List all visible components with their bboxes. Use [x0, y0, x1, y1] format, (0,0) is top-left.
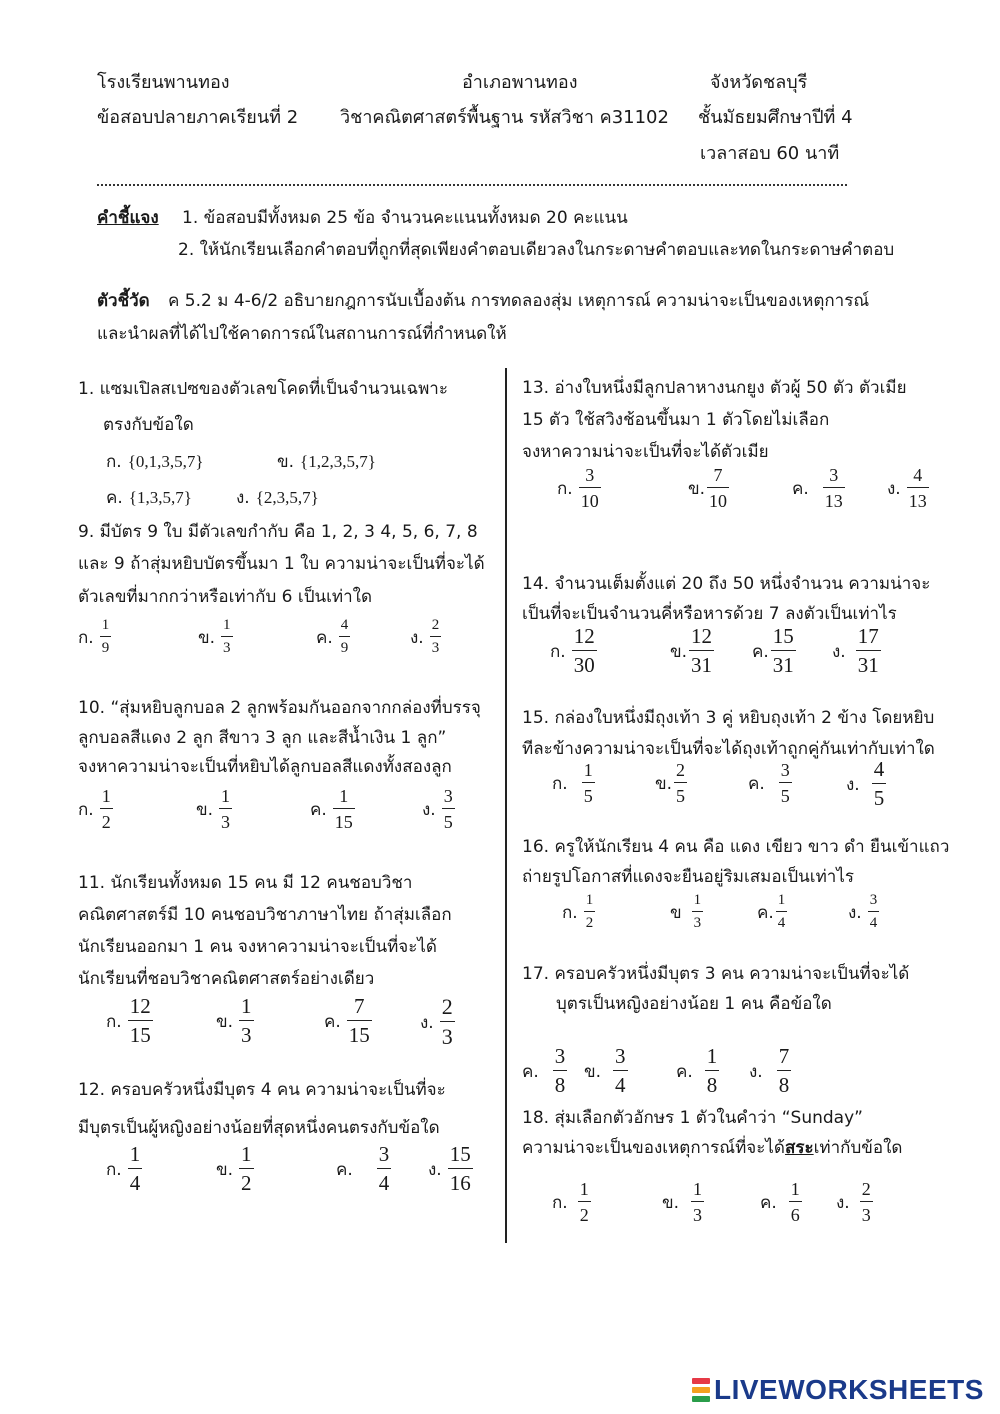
q12-text-1: 12. ครอบครัวหนึ่งมีบุตร 4 คน ความน่าจะเป็นที่จะ — [78, 1080, 446, 1100]
q13-label-b: ข. — [688, 478, 706, 499]
q11-c-den: 15 — [347, 1020, 372, 1046]
q13-fraction-d — [907, 466, 929, 510]
q10-d-den: 5 — [442, 808, 455, 831]
q10-option-c[interactable] — [310, 787, 355, 831]
q16-option-b[interactable] — [670, 893, 703, 931]
q13-text-2: 15 ตัว ใช้สวิงช้อนขึ้นมา 1 ตัวโดยไม่เลือก — [522, 410, 830, 430]
column-divider — [505, 368, 507, 1243]
q13-label-a: ก. — [557, 478, 573, 499]
liveworksheets-logo[interactable] — [692, 1374, 984, 1406]
liveworksheets-brand: LIVEWORKSHEETS — [714, 1374, 984, 1405]
q17-a-den: 8 — [553, 1070, 568, 1096]
q16-d-num: 3 — [869, 892, 878, 908]
q12-b-num: 1 — [241, 1142, 252, 1166]
q18-option-b[interactable] — [662, 1180, 704, 1224]
q13-d-num: 4 — [913, 465, 923, 485]
q16-c-den: 4 — [776, 911, 788, 931]
q18-option-c[interactable] — [760, 1180, 802, 1224]
q13-text-1: 13. อ่างใบหนึ่งมีลูกปลาหางนกยูง ตัวผู้ 50 ตัว ตัวเมีย — [522, 378, 907, 398]
q9-label-c: ค. — [316, 627, 333, 648]
q18-fraction-d — [860, 1180, 873, 1224]
q1-label-c: ค. — [106, 488, 123, 508]
q9-text-2: และ 9 ถ้าสุ่มหยิบบัตรขึ้นมา 1 ใบ ความน่าจะเป็นที่จะได้ — [78, 554, 485, 574]
logo-bar-2 — [692, 1387, 710, 1393]
q16-fraction-d — [868, 893, 880, 931]
q10-a-num: 1 — [101, 786, 111, 806]
q17-b-num: 3 — [615, 1044, 626, 1068]
q11-d-den: 3 — [440, 1021, 455, 1048]
q15-label-a: ก. — [552, 773, 568, 794]
q14-fraction-b — [689, 626, 714, 676]
q14-b-num: 12 — [691, 624, 713, 648]
q18-fraction-c — [789, 1180, 802, 1224]
q15-b-num: 2 — [676, 760, 686, 780]
q15-d-den: 5 — [872, 783, 887, 809]
q15-c-den: 5 — [779, 782, 792, 805]
q13-text-3: จงหาความน่าจะเป็นที่จะได้ตัวเมีย — [522, 442, 769, 462]
q17-d-den: 8 — [777, 1070, 792, 1096]
q11-fraction-a — [128, 996, 153, 1046]
q11-option-c[interactable] — [324, 996, 372, 1046]
q9-label-b: ข. — [198, 627, 216, 648]
q18-text-2-post: เท่ากับข้อใด — [813, 1138, 903, 1158]
q9-fraction-a — [100, 618, 112, 656]
q15-label-b: ข. — [655, 773, 673, 794]
q14-d-den: 31 — [856, 650, 881, 676]
q15-text-1: 15. กล่องใบหนึ่งมีถุงเท้า 3 คู่ หยิบถุงเท้า 2 ข้าง โดยหยิบ — [522, 708, 935, 728]
q14-option-d[interactable] — [832, 626, 881, 676]
q12-label-c: ค. — [336, 1159, 353, 1180]
q9-label-a: ก. — [78, 627, 94, 648]
q14-label-b: ข. — [670, 641, 688, 662]
district-name: อำเภอพานทอง — [462, 72, 578, 93]
q9-d-den: 3 — [430, 636, 442, 656]
q17-a-num: 3 — [554, 1044, 566, 1068]
q1-label-d: ง. — [236, 488, 250, 508]
q16-a-den: 2 — [584, 911, 596, 931]
q9-option-b[interactable] — [198, 618, 233, 656]
q16-option-a[interactable] — [562, 893, 595, 931]
indicator-line-2: และนำผลที่ได้ไปใช้คาดการณ์ในสถานการณ์ที่กำหนดให้ — [97, 324, 507, 344]
q11-fraction-d — [440, 996, 455, 1048]
q15-label-c: ค. — [748, 773, 765, 794]
q1-text-1: 1. แซมเปิลสเปซของตัวเลขโคดที่เป็นจำนวนเฉพาะ — [78, 379, 448, 399]
q18-a-den: 2 — [578, 1201, 591, 1224]
q11-label-a: ก. — [106, 1011, 122, 1032]
indicator-label: ตัวชี้วัด — [97, 291, 150, 311]
q9-option-c[interactable] — [316, 618, 350, 656]
q9-option-d[interactable] — [410, 618, 441, 656]
q10-fraction-d — [442, 787, 455, 831]
q10-b-num: 1 — [221, 786, 231, 806]
school-name: โรงเรียนพานทอง — [97, 72, 230, 93]
q17-label-a: ค. — [522, 1061, 539, 1082]
q10-fraction-a — [100, 787, 113, 831]
q9-fraction-d — [430, 618, 442, 656]
exam-time: เวลาสอบ 60 นาที — [700, 143, 840, 164]
q16-option-d[interactable] — [848, 893, 879, 931]
q12-c-num: 3 — [378, 1142, 390, 1166]
q11-c-num: 7 — [354, 994, 365, 1018]
q15-b-den: 5 — [674, 782, 687, 805]
q18-label-b: ข. — [662, 1192, 680, 1213]
q15-a-num: 1 — [583, 760, 593, 780]
q16-label-c: ค. — [757, 902, 774, 923]
q11-option-b[interactable] — [216, 996, 254, 1046]
q1-value-a: {0,1,3,5,7} — [127, 451, 204, 471]
q15-label-d: ง. — [846, 774, 860, 795]
q10-c-num: 1 — [339, 786, 349, 806]
q12-fraction-a — [128, 1144, 143, 1194]
exam-title: ข้อสอบปลายภาคเรียนที่ 2 — [97, 107, 299, 128]
q1-option-b[interactable] — [277, 448, 376, 475]
q17-fraction-c — [705, 1046, 720, 1096]
q18-option-d[interactable] — [836, 1180, 873, 1224]
q10-text-2: ลูกบอลสีแดง 2 ลูก สีขาว 3 ลูก และสีน้ำเงิน 1 ลูก” — [78, 728, 447, 748]
q17-c-den: 8 — [705, 1070, 720, 1096]
subject-title: วิชาคณิตศาสตร์พื้นฐาน รหัสวิชา ค31102 — [340, 107, 669, 128]
q9-fraction-b — [221, 618, 233, 656]
q12-b-den: 2 — [239, 1168, 254, 1194]
q13-label-d: ง. — [887, 478, 901, 499]
q1-value-b: {1,2,3,5,7} — [300, 451, 376, 471]
q9-fraction-c — [339, 618, 351, 656]
q9-a-den: 9 — [100, 636, 112, 656]
q11-text-2: คณิตศาสตร์มี 10 คนชอบวิชาภาษาไทย ถ้าสุ่มเลือก — [78, 905, 452, 925]
q18-text-2-pre: ความน่าจะเป็นของเหตุการณ์ที่จะได้ — [522, 1138, 785, 1158]
q10-fraction-c — [333, 787, 355, 831]
q11-d-num: 2 — [441, 994, 453, 1019]
q14-text-1: 14. จำนวนเต็มตั้งแต่ 20 ถึง 50 หนึ่งจำนวน ความน่าจะ — [522, 574, 931, 594]
q12-c-den: 4 — [377, 1168, 392, 1194]
q12-d-den: 16 — [448, 1168, 473, 1194]
q14-c-den: 31 — [771, 650, 796, 676]
q16-fraction-a — [584, 893, 596, 931]
q10-label-d: ง. — [422, 799, 436, 820]
q12-fraction-b — [239, 1144, 254, 1194]
q18-d-num: 2 — [861, 1179, 871, 1199]
q10-option-a[interactable] — [78, 787, 113, 831]
q11-label-d: ง. — [420, 1012, 434, 1033]
q16-text-2: ถ่ายรูปโอกาสที่แดงจะยืนอยู่ริมเสมอเป็นเท่าไร — [522, 867, 855, 887]
indicator-line-1: ค 5.2 ม 4-6/2 อธิบายกฎการนับเบื้องต้น การทดลองสุ่ม เหตุการณ์ ความน่าจะเป็นของเหตุการณ์ — [168, 291, 870, 311]
q1-value-d: {2,3,5,7} — [255, 487, 319, 507]
q14-label-a: ก. — [550, 641, 566, 662]
q12-label-b: ข. — [216, 1159, 234, 1180]
q17-option-c[interactable] — [676, 1046, 719, 1096]
q1-option-d[interactable] — [236, 484, 319, 511]
q13-a-den: 10 — [579, 487, 601, 510]
q16-text-1: 16. ครูให้นักเรียน 4 คน คือ แดง เขียว ขาว ดำ ยืนเข้าแถว — [522, 837, 950, 857]
q9-text-1: 9. มีบัตร 9 ใบ มีตัวเลขกำกับ คือ 1, 2, 3 4, 5, 6, 7, 8 — [78, 522, 478, 542]
q10-option-b[interactable] — [196, 787, 232, 831]
q12-a-den: 4 — [128, 1168, 143, 1194]
q10-label-c: ค. — [310, 799, 327, 820]
q17-d-num: 7 — [778, 1044, 790, 1068]
q12-label-d: ง. — [428, 1159, 442, 1180]
q14-option-a[interactable] — [550, 626, 597, 676]
q14-fraction-c — [771, 626, 796, 676]
q13-option-d[interactable] — [887, 466, 929, 510]
q11-fraction-b — [239, 996, 254, 1046]
q16-b-num: 1 — [693, 892, 702, 908]
q1-value-c: {1,3,5,7} — [128, 487, 192, 507]
q16-b-den: 3 — [692, 911, 704, 931]
q11-text-3: นักเรียนออกมา 1 คน จงหาความน่าจะเป็นที่จะได้ — [78, 937, 437, 957]
q12-d-num: 15 — [449, 1142, 471, 1166]
q16-a-num: 1 — [585, 892, 594, 908]
q14-c-num: 15 — [772, 624, 794, 648]
q10-c-den: 15 — [333, 808, 355, 831]
q1-text-2: ตรงกับข้อใด — [103, 415, 194, 435]
q18-c-den: 6 — [789, 1201, 802, 1224]
q12-fraction-c — [377, 1144, 392, 1194]
q13-label-c: ค. — [792, 478, 809, 499]
q15-a-den: 5 — [582, 782, 595, 805]
q17-option-b[interactable] — [584, 1046, 628, 1096]
q11-option-d[interactable] — [420, 996, 455, 1048]
q15-c-num: 3 — [780, 760, 790, 780]
q17-fraction-b — [613, 1046, 628, 1096]
q14-d-num: 17 — [857, 624, 879, 648]
q18-b-den: 3 — [691, 1201, 704, 1224]
q13-b-num: 7 — [713, 465, 723, 485]
q11-text-1: 11. นักเรียนทั้งหมด 15 คน มี 12 คนชอบวิชา — [78, 873, 413, 893]
q9-a-num: 1 — [101, 617, 110, 633]
q17-label-c: ค. — [676, 1061, 693, 1082]
q13-option-c[interactable] — [792, 466, 845, 510]
instructions-line-2: 2. ให้นักเรียนเลือกคำตอบที่ถูกที่สุดเพียงคำตอบเดียวลงในกระดาษคำตอบและทดในกระดาษคำตอบ — [178, 240, 895, 260]
instructions-line-1: 1. ข้อสอบมีทั้งหมด 25 ข้อ จำนวนคะแนนทั้งหมด 20 คะแนน — [182, 208, 628, 228]
q13-fraction-a — [579, 466, 601, 510]
q17-option-a[interactable] — [522, 1046, 567, 1096]
q1-label-b: ข. — [277, 452, 295, 472]
q10-b-den: 3 — [219, 808, 232, 831]
q11-b-den: 3 — [239, 1020, 254, 1046]
q17-option-d[interactable] — [749, 1046, 791, 1096]
q17-c-num: 1 — [706, 1044, 718, 1068]
q10-a-den: 2 — [100, 808, 113, 831]
q16-fraction-c — [776, 893, 788, 931]
q15-d-num: 4 — [873, 757, 885, 781]
q9-b-num: 1 — [223, 617, 231, 633]
q18-a-num: 1 — [579, 1179, 589, 1199]
q16-label-a: ก. — [562, 902, 578, 923]
q11-b-num: 1 — [241, 994, 252, 1018]
q14-fraction-d — [856, 626, 881, 676]
q9-text-3: ตัวเลขที่มากกว่าหรือเท่ากับ 6 เป็นเท่าใด — [78, 587, 373, 607]
q15-fraction-b — [674, 761, 687, 805]
q11-label-c: ค. — [324, 1011, 341, 1032]
q17-b-den: 4 — [613, 1070, 628, 1096]
q9-c-den: 9 — [339, 636, 351, 656]
q13-option-a[interactable] — [557, 466, 601, 510]
q18-b-num: 1 — [693, 1179, 703, 1199]
q17-label-d: ง. — [749, 1061, 763, 1082]
q10-d-num: 3 — [443, 786, 453, 806]
q10-label-b: ข. — [196, 799, 214, 820]
q10-fraction-b — [219, 787, 232, 831]
q18-c-num: 1 — [790, 1179, 800, 1199]
q9-d-num: 2 — [431, 617, 440, 633]
q11-a-num: 12 — [129, 994, 151, 1018]
q17-fraction-a — [553, 1046, 568, 1096]
q13-b-den: 10 — [707, 487, 729, 510]
q10-text-3: จงหาความน่าจะเป็นที่หยิบได้ลูกบอลสีแดงทั้งสองลูก — [78, 757, 452, 777]
q12-a-num: 1 — [129, 1142, 141, 1166]
q10-label-a: ก. — [78, 799, 94, 820]
q18-d-den: 3 — [860, 1201, 873, 1224]
q9-b-den: 3 — [221, 636, 233, 656]
q11-fraction-c — [347, 996, 372, 1046]
q15-option-d[interactable] — [846, 759, 886, 809]
q14-b-den: 31 — [689, 650, 714, 676]
q12-text-2: มีบุตรเป็นผู้หญิงอย่างน้อยที่สุดหนึ่งคนตรงกับข้อใด — [78, 1118, 440, 1138]
q14-option-b[interactable] — [670, 626, 714, 676]
q13-fraction-b — [707, 466, 729, 510]
q12-option-c[interactable] — [336, 1144, 391, 1194]
q1-label-a: ก. — [106, 452, 122, 472]
q12-option-b[interactable] — [216, 1144, 254, 1194]
q1-option-c[interactable] — [106, 484, 192, 511]
q13-d-den: 13 — [907, 487, 929, 510]
q15-text-2: ทีละข้างความน่าจะเป็นที่จะได้ถุงเท้าถูกคู่กันเท่ากับเท่าใด — [522, 739, 935, 759]
q14-label-c: ค. — [752, 641, 769, 662]
liveworksheets-logo-icon — [692, 1378, 710, 1402]
q16-label-d: ง. — [848, 902, 862, 923]
q9-label-d: ง. — [410, 627, 424, 648]
q17-fraction-d — [777, 1046, 792, 1096]
q15-option-c[interactable] — [748, 761, 792, 805]
q14-fraction-a — [572, 626, 597, 676]
q17-text-1: 17. ครอบครัวหนึ่งมีบุตร 3 คน ความน่าจะเป็นที่จะได้ — [522, 964, 910, 984]
q11-a-den: 15 — [128, 1020, 153, 1046]
q15-option-b[interactable] — [655, 761, 687, 805]
q13-option-b[interactable] — [688, 466, 729, 510]
logo-bar-3 — [692, 1396, 710, 1402]
grade-level: ชั้นมัธยมศึกษาปีที่ 4 — [698, 107, 853, 128]
q16-fraction-b — [692, 893, 704, 931]
q18-label-a: ก. — [552, 1192, 568, 1213]
q10-option-d[interactable] — [422, 787, 455, 831]
q15-fraction-a — [582, 761, 595, 805]
q14-option-c[interactable] — [752, 626, 796, 676]
province-name: จังหวัดชลบุรี — [710, 72, 808, 93]
q16-c-num: 1 — [777, 892, 786, 908]
q14-label-d: ง. — [832, 641, 846, 662]
logo-bar-1 — [692, 1378, 710, 1384]
q12-fraction-d — [448, 1144, 473, 1194]
q18-text-2 — [522, 1134, 902, 1161]
q11-option-a[interactable] — [106, 996, 153, 1046]
q12-label-a: ก. — [106, 1159, 122, 1180]
q18-fraction-b — [691, 1180, 704, 1224]
q18-label-c: ค. — [760, 1192, 777, 1213]
q13-c-num: 3 — [829, 465, 839, 485]
instructions-label: คำชี้แจง — [97, 208, 159, 228]
q13-a-num: 3 — [585, 465, 595, 485]
q18-fraction-a — [578, 1180, 591, 1224]
q18-text-1: 18. สุ่มเลือกตัวอักษร 1 ตัวในคำว่า “Sunday” — [522, 1108, 863, 1128]
q12-option-d[interactable] — [428, 1144, 473, 1194]
q12-option-a[interactable] — [106, 1144, 142, 1194]
q16-option-c[interactable] — [757, 893, 787, 931]
q14-a-den: 30 — [572, 650, 597, 676]
q13-fraction-c — [823, 466, 845, 510]
q17-text-2: บุตรเป็นหญิงอย่างน้อย 1 คน คือข้อใด — [556, 994, 832, 1014]
q9-c-num: 4 — [340, 617, 349, 633]
q9-option-a[interactable] — [78, 618, 111, 656]
q15-fraction-c — [779, 761, 792, 805]
q15-fraction-d — [872, 759, 887, 809]
q17-label-b: ข. — [584, 1061, 602, 1082]
q18-emphasis-vowel: สระ — [784, 1138, 814, 1158]
q10-text-1: 10. “สุ่มหยิบลูกบอล 2 ลูกพร้อมกันออกจากกล่องที่บรรจุ — [78, 698, 481, 718]
q14-a-num: 12 — [573, 624, 595, 648]
q16-label-b: ข — [670, 902, 682, 923]
q13-c-den: 13 — [823, 487, 845, 510]
dotted-divider — [97, 184, 847, 186]
q18-option-a[interactable] — [552, 1180, 591, 1224]
q11-text-4: นักเรียนที่ชอบวิชาคณิตศาสตร์อย่างเดียว — [78, 969, 375, 989]
q18-label-d: ง. — [836, 1192, 850, 1213]
q14-text-2: เป็นที่จะเป็นจำนวนคี่หรือหารด้วย 7 ลงตัวเป็นเท่าไร — [522, 604, 897, 624]
q16-d-den: 4 — [868, 911, 880, 931]
q11-label-b: ข. — [216, 1011, 234, 1032]
q15-option-a[interactable] — [552, 761, 595, 805]
q1-option-a[interactable] — [106, 448, 204, 475]
